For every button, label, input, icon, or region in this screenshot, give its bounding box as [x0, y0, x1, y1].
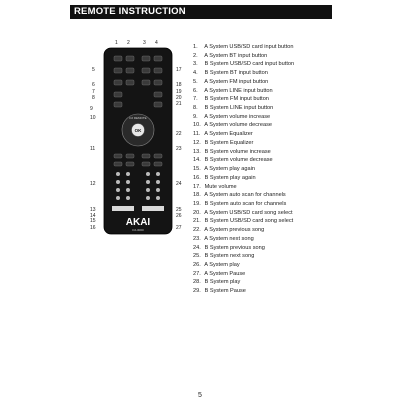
- callout-13: 13: [90, 207, 96, 213]
- legend-item: 23. A System next song: [193, 235, 254, 242]
- callout-18: 18: [176, 82, 182, 88]
- callout-4: 4: [155, 40, 158, 46]
- page-number: 5: [198, 392, 202, 399]
- legend-item: 9. A System volume increase: [193, 113, 271, 120]
- legend-item: 8. B System LINE input button: [193, 105, 274, 112]
- remote-small-label: DJ REMOTE: [129, 116, 147, 120]
- legend-item: 12. B System Equalizer: [193, 139, 254, 146]
- callout-10: 10: [90, 115, 96, 121]
- callout-16: 16: [90, 225, 96, 231]
- callout-1: 1: [115, 40, 118, 46]
- callout-6: 6: [92, 82, 95, 88]
- legend-item: 3. B System USB/SD card input button: [193, 61, 295, 68]
- button-legend: [193, 43, 398, 296]
- callout-3: 3: [143, 40, 146, 46]
- callout-23: 23: [176, 146, 182, 152]
- transport-strip-b: [142, 206, 164, 211]
- callout-19: 19: [176, 89, 182, 95]
- legend-item: 19. B System auto scan for channels: [193, 200, 287, 207]
- legend-item: 11. A System Equalizer: [193, 131, 253, 138]
- legend-item: 1. A System USB/SD card input button: [193, 44, 294, 50]
- callout-20: 20: [176, 95, 182, 101]
- callout-14: 14: [90, 213, 96, 219]
- legend-item: 20. A System USB/SD card song select: [193, 209, 293, 216]
- legend-item: 7. B System FM input button: [193, 96, 269, 103]
- callout-27: 27: [176, 225, 182, 231]
- legend-item: 15. A System play again: [193, 166, 255, 173]
- callout-9: 9: [90, 106, 93, 112]
- callout-7: 7: [92, 89, 95, 95]
- transport-strip-a: [112, 206, 134, 211]
- legend-item: 22. A System previous song: [193, 227, 265, 234]
- callout-12: 12: [90, 181, 96, 187]
- legend-item: 2. A System BT input button: [193, 52, 268, 59]
- legend-item: 25. B System next song: [193, 253, 255, 260]
- legend-item: 29. B System Pause: [193, 288, 246, 295]
- svg-text:OK: OK: [134, 128, 142, 133]
- legend-item: 28. B System play: [193, 279, 241, 286]
- legend-item: 4. B System BT input button: [193, 70, 268, 77]
- section-header: [70, 5, 332, 18]
- callout-11: 11: [90, 146, 96, 152]
- legend-item: 10. A System volume decrease: [193, 122, 273, 129]
- legend-item: 5. A System FM input button: [193, 78, 269, 85]
- legend-item: 26. A System play: [193, 261, 240, 268]
- model-label: DJ-3000: [132, 228, 144, 232]
- callout-22: 22: [176, 131, 182, 137]
- callout-2: 2: [127, 40, 130, 46]
- legend-item: 16. B System play again: [193, 174, 256, 181]
- legend-item: 14. B System volume decrease: [193, 157, 273, 164]
- header-rule: [70, 18, 332, 19]
- callout-25: 25: [176, 207, 182, 213]
- legend-item: 21. B System USB/SD card song select: [193, 218, 294, 225]
- legend-item: 6. A System LINE input button: [193, 87, 273, 94]
- callout-8: 8: [92, 95, 95, 101]
- callout-17: 17: [176, 67, 182, 73]
- callout-24: 24: [176, 181, 182, 187]
- remote-illustration: [82, 40, 194, 240]
- callout-15: 15: [90, 218, 96, 224]
- legend-item: 27. A System Pause: [193, 270, 246, 277]
- legend-item: 18. A System auto scan for channels: [193, 192, 286, 199]
- callout-26: 26: [176, 213, 182, 219]
- section-title: REMOTE INSTRUCTION: [74, 6, 186, 17]
- legend-item: 24. B System previous song: [193, 244, 265, 251]
- legend-item: 17. Mute volume: [193, 183, 237, 190]
- brand-logo: AKAI: [125, 217, 151, 228]
- callout-5: 5: [92, 67, 95, 73]
- callout-21: 21: [176, 101, 182, 107]
- legend-item: 13. B System volume increase: [193, 148, 271, 155]
